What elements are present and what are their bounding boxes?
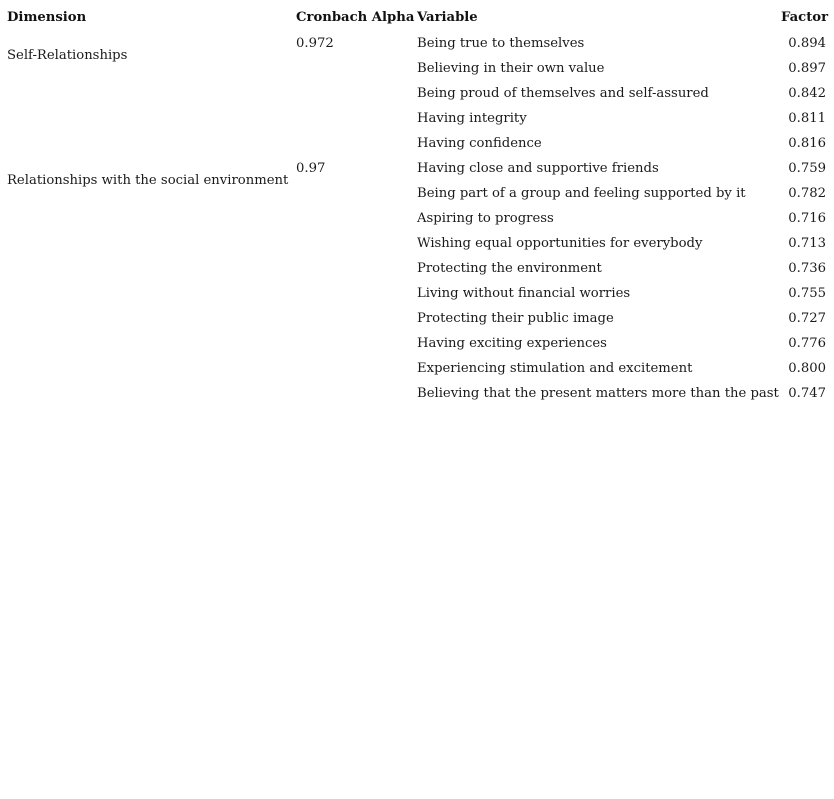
factor-cell: 0.713 (788, 236, 826, 251)
dimension-label: Relationships with the social environment (7, 173, 289, 188)
factor-cell: 0.897 (788, 61, 826, 76)
factor-cell: 0.759 (788, 161, 826, 176)
variable-cell: Having confidence (417, 136, 542, 151)
factor-cell: 0.782 (788, 186, 826, 201)
factor-cell: 0.800 (788, 361, 826, 376)
factor-cell: 0.716 (788, 211, 826, 226)
variable-cell: Protecting the environment (417, 261, 602, 276)
alpha-cell: 0.97 (296, 161, 326, 176)
table-row (3, 156, 830, 181)
table-row (3, 31, 830, 56)
variable-cell: Being true to themselves (417, 36, 585, 51)
factor-cell: 0.816 (788, 136, 826, 151)
header-row (3, 4, 830, 31)
variable-cell: Wishing equal opportunities for everybody (417, 236, 703, 251)
header-variable: Variable (417, 10, 478, 25)
variable-cell: Living without financial worries (417, 286, 631, 301)
factor-cell: 0.747 (788, 386, 826, 401)
variable-cell: Believing that the present matters more than the past (417, 386, 779, 401)
factor-analysis-table (3, 4, 830, 406)
variable-cell: Believing in their own value (417, 61, 605, 76)
variable-cell: Having exciting experiences (417, 336, 607, 351)
factor-cell: 0.736 (788, 261, 826, 276)
variable-cell: Being proud of themselves and self-assured (417, 86, 709, 101)
dimension-label: Self-Relationships (7, 48, 128, 63)
alpha-cell: 0.972 (296, 36, 334, 51)
factor-cell: 0.811 (788, 111, 826, 126)
header-dimension: Dimension (7, 10, 87, 25)
factor-cell: 0.755 (788, 286, 826, 301)
variable-cell: Aspiring to progress (417, 211, 554, 226)
factor-cell: 0.727 (788, 311, 826, 326)
variable-cell: Having close and supportive friends (417, 161, 659, 176)
dimension-cell (3, 31, 292, 156)
factor-cell: 0.894 (788, 36, 826, 51)
variable-cell: Experiencing stimulation and excitement (417, 361, 693, 376)
dimension-cell (3, 156, 292, 406)
variable-cell: Being part of a group and feeling supported by it (417, 186, 746, 201)
header-cronbach-alpha: Cronbach Alpha (296, 10, 415, 25)
header-factor: Factor (781, 10, 829, 25)
variable-cell: Having integrity (417, 111, 527, 126)
factor-cell: 0.776 (788, 336, 826, 351)
variable-cell: Protecting their public image (417, 311, 614, 326)
factor-cell: 0.842 (788, 86, 826, 101)
